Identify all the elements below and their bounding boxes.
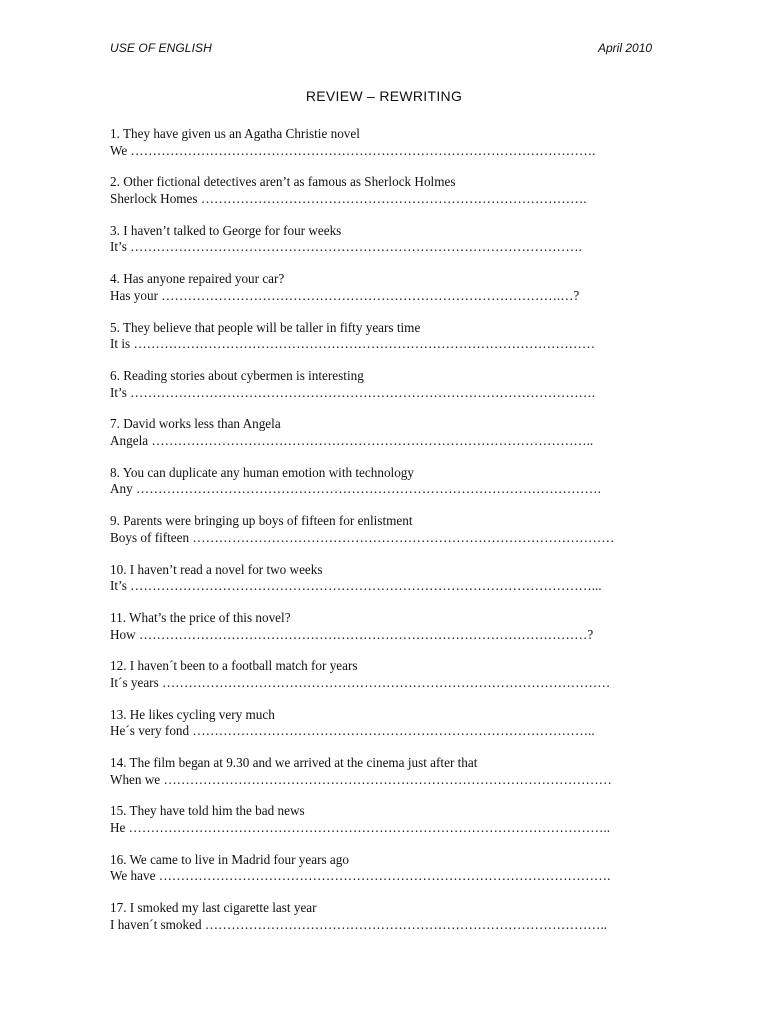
exercise-answer-line: I haven´t smoked ……………………………………………………………………………….. xyxy=(110,916,608,932)
exercise-item-11 xyxy=(110,610,670,658)
exercise-answer-line: It is …………………………………………………………………………………………… xyxy=(110,336,596,352)
exercise-answer-line: He ……………………………………………………………………………………………….. xyxy=(110,820,611,836)
header-subject: USE OF ENGLISH xyxy=(110,41,212,55)
exercise-prompt: 10. I haven’t read a novel for two weeks xyxy=(110,561,323,577)
exercise-prompt: 13. He likes cycling very much xyxy=(110,706,275,722)
exercise-answer-line: Any ……………………………………………………………………………………………. xyxy=(110,481,601,497)
exercise-answer-line: We ……………………………………………………………………………………………. xyxy=(110,142,596,158)
exercise-item-15 xyxy=(110,803,670,851)
header-date: April 2010 xyxy=(598,41,653,55)
exercise-answer-line: Angela ……………………………………………………………………………………….. xyxy=(110,432,594,448)
exercise-item-6 xyxy=(110,368,670,416)
exercise-item-10 xyxy=(110,562,670,610)
exercise-answer-line: How …………………………………………………………………………………………? xyxy=(110,626,594,642)
exercise-prompt: 14. The film began at 9.30 and we arrived at the cinema just after that xyxy=(110,755,478,771)
exercise-prompt: 12. I haven´t been to a football match for years xyxy=(110,658,358,674)
exercise-item-9 xyxy=(110,513,670,561)
exercise-item-17 xyxy=(110,900,670,948)
exercise-item-14 xyxy=(110,755,670,803)
exercise-answer-line: He´s very fond ……………………………………………………………………………….. xyxy=(110,723,595,739)
exercise-answer-line: It’s ……………………………………………………………………………………………. xyxy=(110,384,596,400)
exercise-item-4 xyxy=(110,271,670,319)
exercise-prompt: 2. Other fictional detectives aren’t as famous as Sherlock Holmes xyxy=(110,174,456,190)
page-title: REVIEW – REWRITING xyxy=(305,88,463,104)
exercise-item-3 xyxy=(110,223,670,271)
exercise-item-12 xyxy=(110,658,670,706)
exercise-list xyxy=(110,126,670,949)
exercise-answer-line: It’s ……………………………………………………………………………………………... xyxy=(110,578,602,594)
exercise-prompt: 11. What’s the price of this novel? xyxy=(110,609,291,625)
exercise-prompt: 5. They believe that people will be taller in fifty years time xyxy=(110,319,421,335)
exercise-answer-line: It’s …………………………………………………………………………………………. xyxy=(110,239,582,255)
exercise-item-16 xyxy=(110,852,670,900)
exercise-prompt: 17. I smoked my last cigarette last year xyxy=(110,900,317,916)
exercise-prompt: 8. You can duplicate any human emotion with technology xyxy=(110,464,414,480)
exercise-prompt: 7. David works less than Angela xyxy=(110,416,281,432)
exercise-answer-line: Boys of fifteen …………………………………………………………………………………… xyxy=(110,529,615,545)
exercise-item-13 xyxy=(110,707,670,755)
exercise-item-2 xyxy=(110,174,670,222)
exercise-answer-line: Has your ……………………………………………………………………………….…? xyxy=(110,287,580,303)
exercise-prompt: 3. I haven’t talked to George for four weeks xyxy=(110,222,342,238)
exercise-answer-line: It´s years ………………………………………………………………………………………… xyxy=(110,674,611,690)
exercise-item-1 xyxy=(110,126,670,174)
exercise-item-8 xyxy=(110,465,670,513)
exercise-answer-line: We have …………………………………………………………………………………………. xyxy=(110,868,611,884)
exercise-prompt: 4. Has anyone repaired your car? xyxy=(110,271,285,287)
exercise-prompt: 1. They have given us an Agatha Christie novel xyxy=(110,126,360,141)
exercise-prompt: 6. Reading stories about cybermen is interesting xyxy=(110,367,364,383)
exercise-item-7 xyxy=(110,416,670,464)
exercise-answer-line: When we ………………………………………………………………………………………… xyxy=(110,771,612,787)
exercise-prompt: 16. We came to live in Madrid four years ago xyxy=(110,851,349,867)
exercise-answer-line: Sherlock Homes ……………………………………………………………………………. xyxy=(110,190,587,206)
exercise-prompt: 15. They have told him the bad news xyxy=(110,803,305,819)
exercise-prompt: 9. Parents were bringing up boys of fifteen for enlistment xyxy=(110,513,413,529)
exercise-item-5 xyxy=(110,320,670,368)
